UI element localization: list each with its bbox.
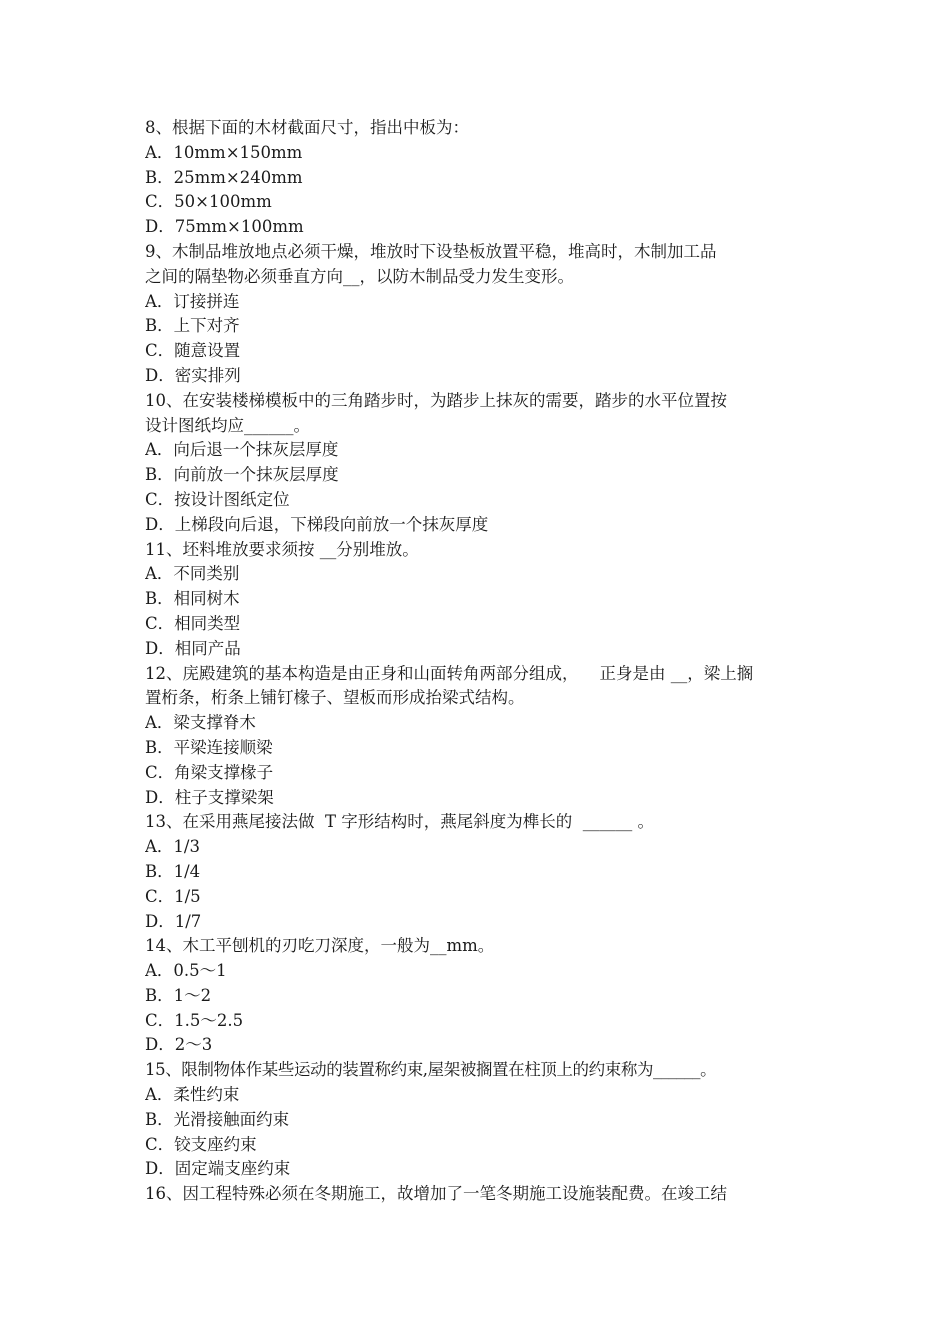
- option-c: C．角梁支撑椽子: [145, 762, 274, 782]
- question-stem-continued: 置桁条，桁条上铺钉椽子、望板而形成抬梁式结构。: [145, 688, 525, 708]
- option-c: C．相同类型: [145, 613, 241, 633]
- option-d: D．柱子支撑梁架: [145, 787, 274, 807]
- option-a: A．梁支撑脊木: [145, 713, 256, 733]
- option-a: A．柔性约束: [145, 1085, 240, 1105]
- question-stem-continued: 之间的隔垫物必须垂直方向__，以防木制品受力发生变形。: [145, 266, 574, 286]
- question-11: [145, 538, 809, 662]
- option-a: A．不同类别: [145, 564, 240, 584]
- option-d: D．固定端支座约束: [145, 1159, 291, 1179]
- question-10: [145, 389, 809, 538]
- option-c: C．按设计图纸定位: [145, 489, 290, 509]
- question-13: [145, 810, 809, 934]
- option-b: B．向前放一个抹灰层厚度: [145, 465, 339, 485]
- option-c: C．50×100mm: [145, 192, 272, 212]
- question-stem: 9、木制品堆放地点必须干燥，堆放时下设垫板放置平稳，堆高时，木制加工品: [145, 241, 717, 261]
- option-c: C．1.5～2.5: [145, 1010, 244, 1030]
- option-a: A．订接拼连: [145, 291, 240, 311]
- option-a: A．1/3: [145, 837, 200, 857]
- question-stem: 10、在安装楼梯模板中的三角踏步时，为踏步上抹灰的需要，踏步的水平位置按: [145, 390, 727, 410]
- question-stem: 11、坯料堆放要求须按 __分别堆放。: [145, 539, 419, 559]
- option-b: B．25mm×240mm: [145, 167, 303, 187]
- question-16: [145, 1182, 809, 1207]
- option-a: A．10mm×150mm: [145, 142, 303, 162]
- option-d: D．上梯段向后退，下梯段向前放一个抹灰厚度: [145, 514, 489, 534]
- question-stem: 12、庑殿建筑的基本构造是由正身和山面转角两部分组成， 正身是由 __，梁上搁: [145, 663, 754, 683]
- question-stem-continued: 设计图纸均应______。: [145, 415, 310, 435]
- option-c: C．1/5: [145, 886, 201, 906]
- option-b: B．1～2: [145, 985, 212, 1005]
- question-12: [145, 662, 809, 811]
- option-d: D．密实排列: [145, 365, 241, 385]
- question-stem: 15、限制物体作某些运动的装置称约束,屋架被搁置在柱顶上的约束称为______。: [145, 1060, 717, 1080]
- option-d: D．2～3: [145, 1035, 213, 1055]
- question-stem: 14、木工平刨机的刃吃刀深度，一般为__mm。: [145, 936, 495, 956]
- option-d: D．1/7: [145, 911, 202, 931]
- option-b: B．1/4: [145, 861, 201, 881]
- question-8: [145, 116, 809, 240]
- option-b: B．相同树木: [145, 589, 240, 609]
- question-stem: 13、在采用燕尾接法做 T 字形结构时，燕尾斜度为榫长的 ______ 。: [145, 812, 654, 832]
- question-14: [145, 934, 809, 1058]
- question-9: [145, 240, 809, 389]
- question-15: [145, 1058, 809, 1182]
- option-d: D．相同产品: [145, 638, 241, 658]
- question-stem: 8、根据下面的木材截面尺寸，指出中板为：: [145, 118, 469, 137]
- option-c: C．铰支座约束: [145, 1134, 257, 1154]
- option-b: B．光滑接触面约束: [145, 1109, 290, 1129]
- option-c: C．随意设置: [145, 341, 241, 361]
- option-a: A．0.5～1: [145, 961, 227, 981]
- option-b: B．平梁连接顺梁: [145, 737, 273, 757]
- question-stem: 16、因工程特殊必须在冬期施工，故增加了一笔冬期施工设施装配费。在竣工结: [145, 1184, 727, 1204]
- option-a: A．向后退一个抹灰层厚度: [145, 440, 339, 460]
- option-b: B．上下对齐: [145, 316, 240, 336]
- document-page: [145, 116, 809, 1207]
- option-d: D．75mm×100mm: [145, 217, 304, 237]
